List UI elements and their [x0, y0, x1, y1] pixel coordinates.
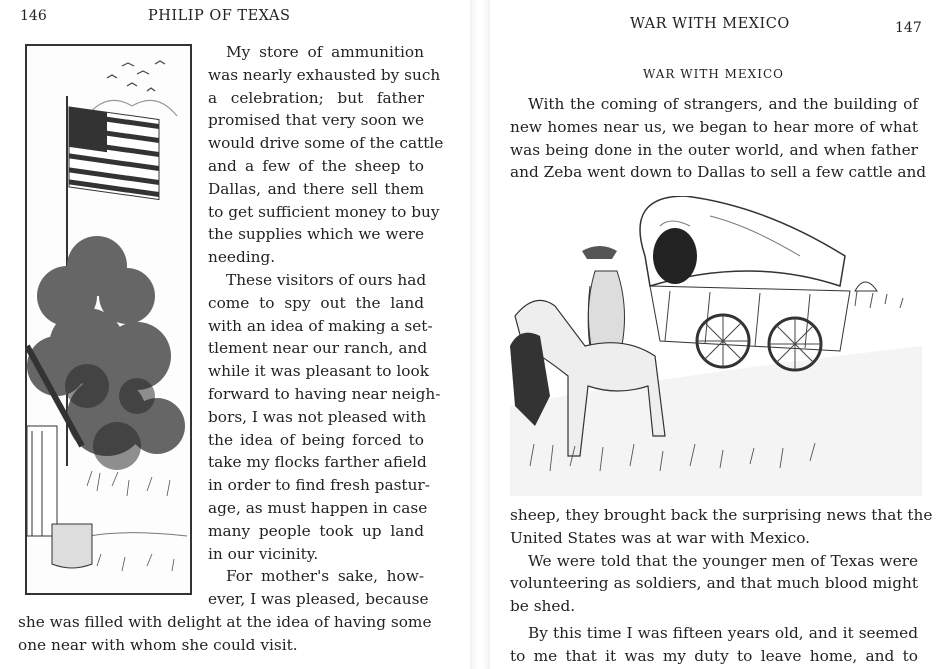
text-line: while it was pleasant to look: [208, 362, 429, 381]
text-line: By this time I was fifteen years old, and it seemed: [528, 623, 918, 642]
text-line: to me that it was my duty to leave home, and to: [510, 646, 918, 665]
right-page: [490, 0, 942, 669]
page-number: 146: [20, 8, 47, 24]
text-line: many people took up land: [208, 521, 424, 540]
running-head: PHILIP OF TEXAS: [148, 8, 291, 24]
text-line: United States was at war with Mexico.: [510, 528, 811, 547]
text-line: to get sufficient money to buy: [208, 202, 440, 221]
text-line: age, as must happen in case: [208, 498, 428, 517]
text-line: Dallas, and there sell them: [208, 179, 424, 198]
flag-tree-illustration: [25, 44, 192, 595]
full-width-text: [18, 611, 432, 657]
text-line: she was filled with delight at the idea of having some: [18, 613, 432, 631]
text-line: needing.: [208, 248, 276, 267]
text-line: For mother's sake, how-: [226, 567, 424, 586]
text-line: the idea of being forced to: [208, 430, 424, 449]
text-line: in order to find fresh pastur-: [208, 476, 430, 495]
text-line: and a few of the sheep to: [208, 156, 424, 175]
text-line: come to spy out the land: [208, 293, 424, 312]
text-line: take my flocks farther afield: [208, 453, 427, 472]
text-line: With the coming of strangers, and the building of: [528, 95, 918, 113]
text-line: volunteering as soldiers, and that much blood might: [510, 574, 918, 593]
chapter-continuation-text: [510, 504, 933, 668]
text-line: promised that very soon we: [208, 111, 424, 130]
text-line: one near with whom she could visit.: [18, 635, 298, 654]
text-line: ever, I was pleased, because: [208, 590, 429, 609]
text-line: in our vicinity.: [208, 544, 319, 563]
text-line: a celebration; but father: [208, 88, 424, 107]
left-page: [0, 0, 470, 669]
wagon-illustration: [510, 196, 922, 496]
text-line: the supplies which we were: [208, 225, 424, 244]
wrapped-text-column: [208, 41, 444, 611]
text-line: was being done in the outer world, and when father: [510, 140, 918, 159]
text-line: My store of ammunition: [226, 43, 424, 61]
flag-tree-drawing: [27, 46, 190, 593]
text-line: was nearly exhausted by such: [208, 65, 441, 84]
chapter-heading: WAR WITH MEXICO: [643, 67, 784, 81]
book-gutter: [470, 0, 490, 669]
page-number: 147: [895, 20, 922, 36]
text-line: and Zeba went down to Dallas to sell a few cattle and: [510, 163, 927, 182]
running-head: WAR WITH MEXICO: [630, 16, 790, 32]
wagon-drawing: [510, 196, 922, 496]
text-line: new homes near us, we began to hear more of what: [510, 117, 918, 136]
text-line: sheep, they brought back the surprising news that the: [510, 506, 933, 524]
chapter-opening-text: [510, 93, 927, 184]
text-line: bors, I was not pleased with: [208, 407, 427, 426]
text-line: tlement near our ranch, and: [208, 339, 428, 358]
text-line: We were told that the younger men of Texas were: [528, 551, 918, 570]
text-line: These visitors of ours had: [226, 270, 427, 289]
text-line: with an idea of making a set-: [208, 316, 433, 335]
text-line: forward to having near neigh-: [208, 384, 441, 403]
text-line: be shed.: [510, 597, 576, 616]
text-line: would drive some of the cattle: [208, 134, 444, 153]
